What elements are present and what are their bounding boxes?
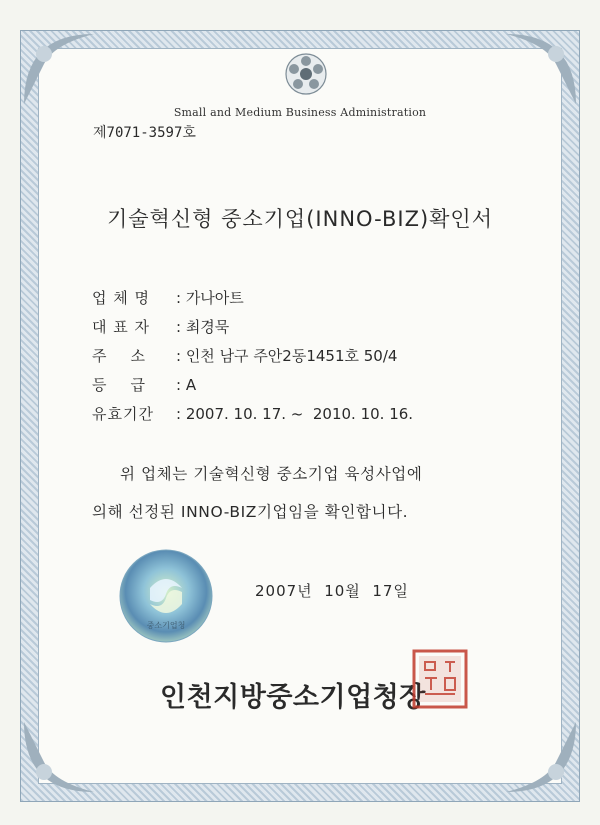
field-value: : 2007. 10. 17. ~ 2010. 10. 16.: [176, 405, 414, 423]
official-stamp-icon: [411, 648, 469, 710]
certification-statement: [92, 455, 522, 531]
field-validity-period: [92, 403, 413, 432]
field-address: [92, 345, 413, 374]
field-value: : 최경묵: [176, 318, 230, 336]
hologram-seal-icon: [118, 548, 214, 644]
issuer-name: 인천지방중소기업청장: [160, 682, 426, 713]
field-label: 주 소: [92, 347, 147, 365]
corner-ornament-bottom-right: [496, 712, 586, 802]
field-label: 업 체 명: [92, 289, 151, 307]
certificate-number: 제7071-3597호: [93, 125, 196, 141]
field-grade: [92, 374, 413, 403]
issue-date: 2007년 10월 17일: [255, 582, 409, 600]
field-value: : 가나아트: [176, 289, 244, 307]
field-company-name: [92, 287, 413, 316]
company-details: [92, 287, 413, 432]
corner-ornament-top-left: [14, 24, 104, 114]
corner-ornament-bottom-left: [14, 712, 104, 802]
field-label: 유효기간: [92, 405, 154, 423]
field-value: : A: [176, 376, 197, 394]
government-emblem-icon: [284, 52, 328, 96]
agency-name-english: Small and Medium Business Administration: [173, 106, 427, 119]
hologram-label: 중소기업청: [146, 621, 186, 630]
certificate-title: 기술혁신형 중소기업(INNO-BIZ)확인서: [106, 207, 494, 231]
statement-line-2: 의해 선정된 INNO-BIZ기업임을 확인합니다.: [92, 503, 409, 521]
statement-line-1: 위 업체는 기술혁신형 중소기업 육성사업에: [120, 465, 423, 483]
field-label: 등 급: [92, 376, 147, 394]
field-label: 대 표 자: [92, 318, 151, 336]
corner-ornament-top-right: [496, 24, 586, 114]
field-value: : 인천 남구 주안2동1451호 50/4: [176, 347, 398, 365]
field-representative: [92, 316, 413, 345]
